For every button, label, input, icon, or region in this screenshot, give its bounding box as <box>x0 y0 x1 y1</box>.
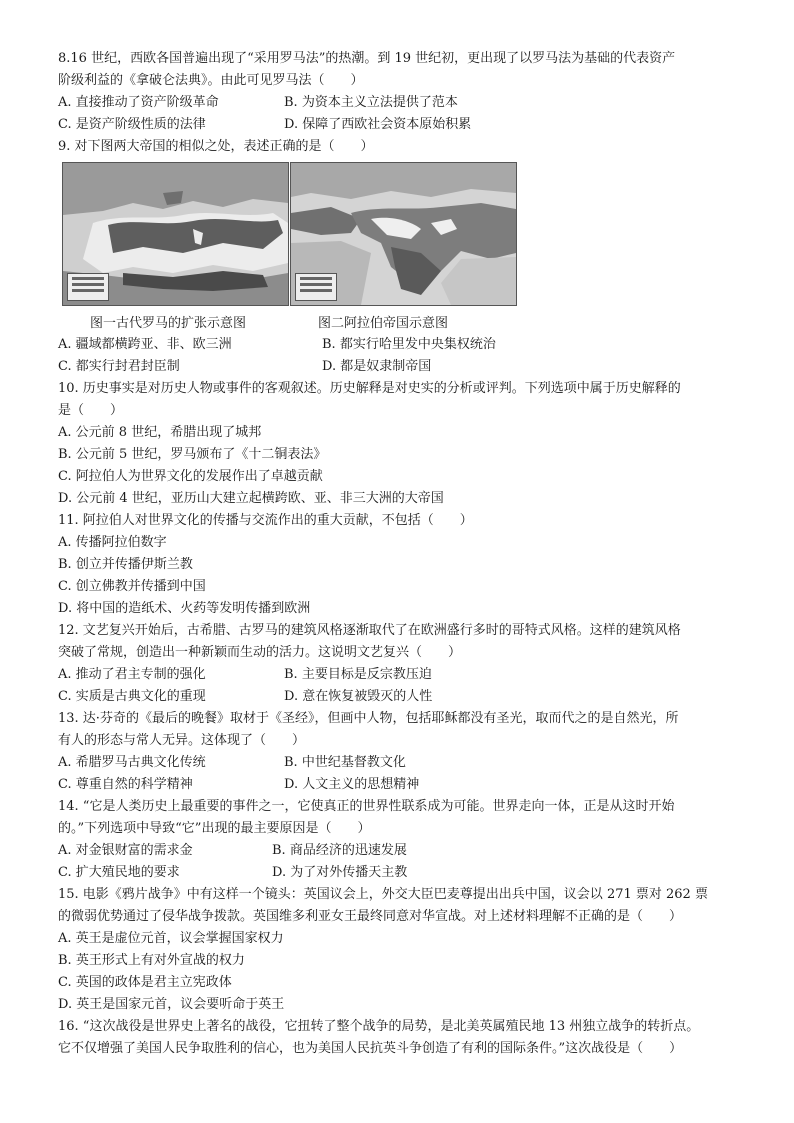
question-11 <box>58 510 748 620</box>
question-9-stem: 9. 对下图两大帝国的相似之处，表述正确的是（ ） <box>58 139 374 154</box>
question-14 <box>58 796 748 884</box>
question-9 <box>58 136 748 378</box>
question-13-option-d: D. 人文主义的思想精神 <box>284 777 420 792</box>
question-12-options-row-1 <box>58 664 748 686</box>
question-15-option-b: B. 英王形式上有对外宣战的权力 <box>58 953 245 968</box>
question-10-option-d: D. 公元前 4 世纪，亚历山大建立起横跨欧、亚、非三大洲的大帝国 <box>58 491 444 506</box>
question-12-stem-line-1: 12. 文艺复兴开始后，古希腊、古罗马的建筑风格逐渐取代了在欧洲盛行多时的哥特式风格。这样的建筑风格 <box>58 623 681 638</box>
question-10-option-a: A. 公元前 8 世纪，希腊出现了城邦 <box>58 425 262 440</box>
question-14-stem-line-1: 14. “它是人类历史上最重要的事件之一，它使真正的世界性联系成为可能。世界走向一体，正是从这时开始 <box>58 799 675 814</box>
roman-expansion-map <box>62 162 289 306</box>
question-11-option-c: C. 创立佛教并传播到中国 <box>58 579 206 594</box>
question-14-stem-line-2: 的。”下列选项中导致“它”出现的最主要原因是（ ） <box>58 821 371 836</box>
question-9-options-row-1 <box>58 334 748 356</box>
question-11-option-a: A. 传播阿拉伯数字 <box>58 535 167 550</box>
question-16-stem-line-1: 16. “这次战役是世界史上著名的战役，它扭转了整个战争的局势，是北美英属殖民地 13 州独立战争的转折点。 <box>58 1019 700 1034</box>
question-13-stem-line-2: 有人的形态与常人无异。这体现了（ ） <box>58 733 306 748</box>
question-9-option-b: B. 都实行哈里发中央集权统治 <box>322 337 496 352</box>
question-9-maps <box>62 162 748 312</box>
roman-map-legend <box>67 273 109 301</box>
question-14-options-row-1 <box>58 840 748 862</box>
question-8-stem-line-1: 8.16 世纪，西欧各国普遍出现了“采用罗马法”的热潮。到 19 世纪初，更出现了以罗马法为基础的代表资产 <box>58 51 676 66</box>
question-13-stem-line-1: 13. 达·芬奇的《最后的晚餐》取材于《圣经》，但画中人物，包括耶稣都没有圣光，取而代之的是自然光，所 <box>58 711 679 726</box>
arab-empire-map <box>290 162 517 306</box>
question-10 <box>58 378 748 510</box>
question-8-option-d: D. 保障了西欧社会资本原始积累 <box>284 117 472 132</box>
question-9-option-a: A. 疆域都横跨亚、非、欧三洲 <box>58 337 232 352</box>
question-11-option-d: D. 将中国的造纸术、火药等发明传播到欧洲 <box>58 601 311 616</box>
question-14-option-c: C. 扩大殖民地的要求 <box>58 865 180 880</box>
question-13-option-c: C. 尊重自然的科学精神 <box>58 777 193 792</box>
question-8-stem-line-2: 阶级利益的《拿破仑法典》。由此可见罗马法（ ） <box>58 73 364 88</box>
question-12-option-d: D. 意在恢复被毁灭的人性 <box>284 689 433 704</box>
question-12-option-c: C. 实质是古典文化的重现 <box>58 689 206 704</box>
question-8-option-c: C. 是资产阶级性质的法律 <box>58 117 206 132</box>
question-9-captions <box>90 314 748 334</box>
question-15-option-a: A. 英王是虚位元首，议会掌握国家权力 <box>58 931 284 946</box>
map-1-caption: 图一古代罗马的扩张示意图 <box>90 316 247 331</box>
question-14-options-row-2 <box>58 862 748 884</box>
question-9-option-c: C. 都实行封君封臣制 <box>58 359 180 374</box>
question-8-options-row-1 <box>58 92 748 114</box>
question-15-stem-line-1: 15. 电影《鸦片战争》中有这样一个镜头：英国议会上，外交大臣巴麦尊提出出兵中国，议会以 271 票对 262 票 <box>58 887 708 902</box>
arab-map-legend <box>295 273 337 301</box>
question-10-option-c: C. 阿拉伯人为世界文化的发展作出了卓越贡献 <box>58 469 323 484</box>
question-16-stem-line-2: 它不仅增强了美国人民争取胜利的信心，也为美国人民抗英斗争创造了有利的国际条件。”这次战役是（ ） <box>58 1041 683 1056</box>
question-16 <box>58 1016 748 1060</box>
question-13-option-b: B. 中世纪基督教文化 <box>284 755 406 770</box>
map-2-caption: 图二阿拉伯帝国示意图 <box>318 316 449 331</box>
question-12-stem-line-2: 突破了常规，创造出一种新颖而生动的活力。这说明文艺复兴（ ） <box>58 645 462 660</box>
question-10-option-b: B. 公元前 5 世纪，罗马颁布了《十二铜表法》 <box>58 447 327 462</box>
question-15-option-d: D. 英王是国家元首，议会要听命于英王 <box>58 997 285 1012</box>
question-8 <box>58 48 748 136</box>
question-10-stem-line-2: 是（ ） <box>58 403 124 418</box>
question-14-option-d: D. 为了对外传播天主教 <box>272 865 408 880</box>
question-13-option-a: A. 希腊罗马古典文化传统 <box>58 755 206 770</box>
question-12-option-b: B. 主要目标是反宗教压迫 <box>284 667 432 682</box>
exam-page <box>58 48 748 1060</box>
question-8-option-b: B. 为资本主义立法提供了范本 <box>284 95 458 110</box>
question-10-stem-line-1: 10. 历史事实是对历史人物或事件的客观叙述。历史解释是对史实的分析或评判。下列选项中属于历史解释的 <box>58 381 681 396</box>
question-15-option-c: C. 英国的政体是君主立宪政体 <box>58 975 232 990</box>
question-14-option-a: A. 对金银财富的需求金 <box>58 843 193 858</box>
question-11-stem: 11. 阿拉伯人对世界文化的传播与交流作出的重大贡献，不包括（ ） <box>58 513 473 528</box>
question-15 <box>58 884 748 1016</box>
question-14-option-b: B. 商品经济的迅速发展 <box>272 843 407 858</box>
question-8-options-row-2 <box>58 114 748 136</box>
question-12 <box>58 620 748 708</box>
question-9-options-row-2 <box>58 356 748 378</box>
question-12-options-row-2 <box>58 686 748 708</box>
question-13-options-row-1 <box>58 752 748 774</box>
question-13 <box>58 708 748 796</box>
question-9-option-d: D. 都是奴隶制帝国 <box>322 359 432 374</box>
question-12-option-a: A. 推动了君主专制的强化 <box>58 667 206 682</box>
question-8-option-a: A. 直接推动了资产阶级革命 <box>58 95 219 110</box>
question-15-stem-line-2: 的微弱优势通过了侵华战争拨款。英国维多利亚女王最终同意对华宣战。对上述材料理解不正确的是（ ） <box>58 909 683 924</box>
question-13-options-row-2 <box>58 774 748 796</box>
question-11-option-b: B. 创立并传播伊斯兰教 <box>58 557 193 572</box>
